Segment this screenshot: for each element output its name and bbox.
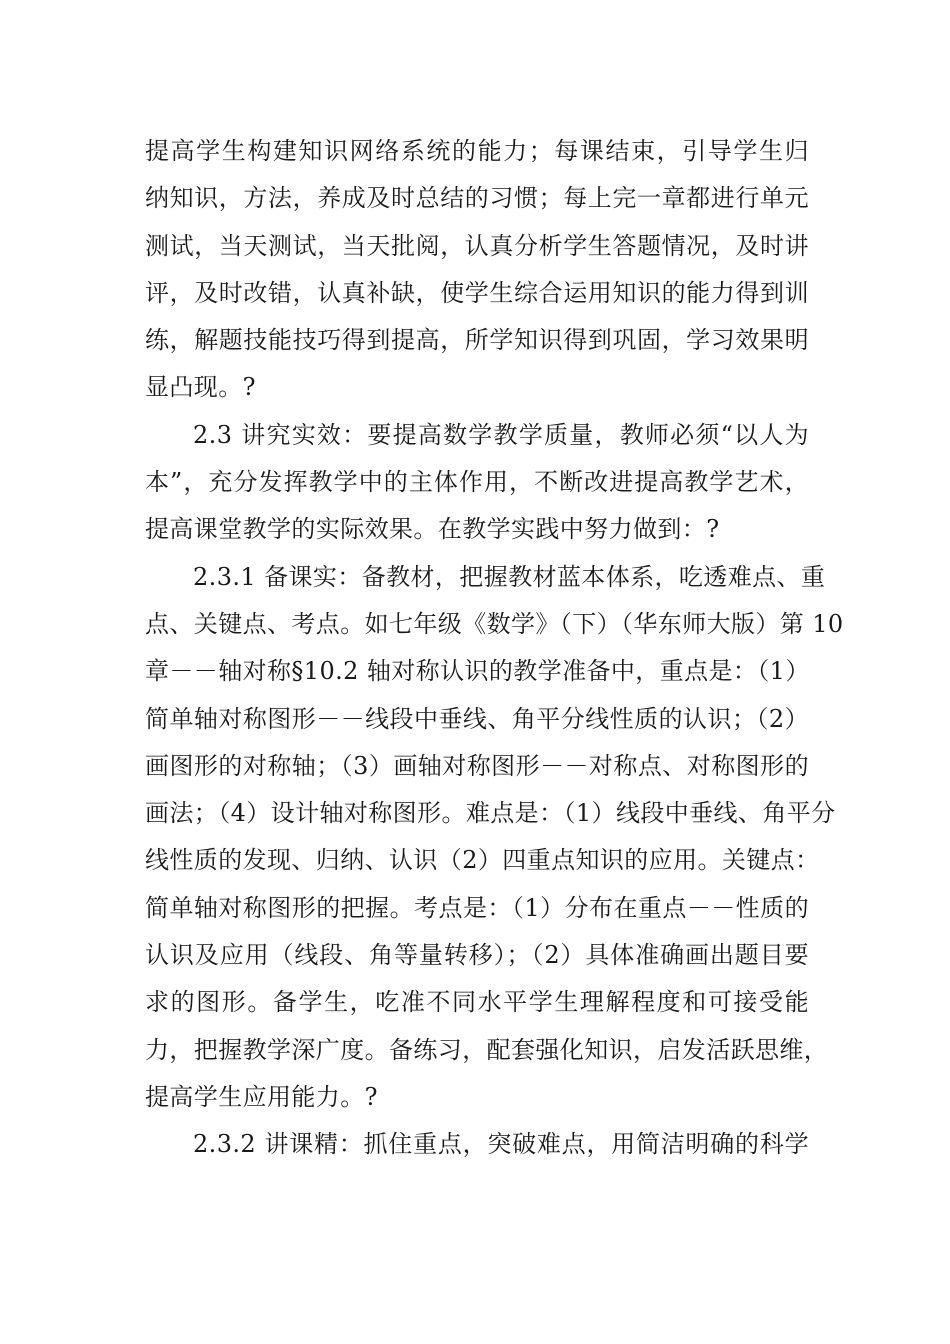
- text-line: 提高课堂教学的实际效果。在教学实践中努力做到：?: [145, 515, 720, 544]
- text-line: 测试，当天测试，当天批阅，认真分析学生答题情况，及时讲: [145, 231, 809, 260]
- text-line: 提高学生应用能力。?: [145, 1082, 378, 1111]
- text-line: 本”，充分发挥教学中的主体作用，不断改进提高教学艺术，: [145, 468, 809, 497]
- section-heading-line: 2.3.2 讲课精：抓住重点，突破难点，用简洁明确的科学: [193, 1130, 809, 1159]
- text-line: 画法；（4）设计轴对称图形。难点是：（1）线段中垂线、角平分: [145, 799, 836, 828]
- paragraph-section-2-3-1: [145, 554, 844, 1122]
- text-line: 简单轴对称图形的把握。考点是：（1）分布在重点－－性质的: [145, 893, 809, 922]
- text-line: 显凸现。?: [145, 373, 256, 402]
- text-line: 力，把握教学深广度。备练习，配套强化知识，启发活跃思维，: [145, 1035, 829, 1064]
- paragraph-learning-habits: [145, 128, 809, 412]
- text-line: 评，及时改错，认真补缺，使学生综合运用知识的能力得到训: [145, 278, 809, 307]
- section-heading-line: 2.3 讲究实效：要提高数学教学质量，教师必须“以人为: [193, 420, 809, 449]
- text-line: 线性质的发现、归纳、认识（2）四重点知识的应用。关键点：: [145, 846, 820, 875]
- text-line: 认识及应用（线段、角等量转移）；（2）具体准确画出题目要: [145, 941, 809, 970]
- text-line: 纳知识，方法，养成及时总结的习惯；每上完一章都进行单元: [145, 184, 809, 213]
- text-line: 提高学生构建知识网络系统的能力；每课结束，引导学生归: [145, 137, 809, 165]
- paragraph-section-2-3: [145, 412, 809, 554]
- text-line: 求的图形。备学生，吃准不同水平学生理解程度和可接受能: [145, 988, 809, 1017]
- text-line: 简单轴对称图形－－线段中垂线、角平分线性质的认识；（2）: [145, 704, 809, 733]
- paragraph-section-2-3-2: [145, 1121, 809, 1168]
- text-line: 画图形的对称轴；（3）画轴对称图形－－对称点、对称图形的: [145, 751, 809, 780]
- document-body: [145, 128, 844, 1169]
- text-line: 练，解题技能技巧得到提高，所学知识得到巩固，学习效果明: [145, 326, 809, 355]
- text-line: 章－－轴对称§10.2 轴对称认识的教学准备中，重点是：（1）: [145, 657, 810, 686]
- text-line: 点、关键点、考点。如七年级《数学》（下）（华东师大版）第 10: [145, 609, 844, 638]
- section-heading-line: 2.3.1 备课实：备教材，把握教材蓝本体系，吃透难点、重: [193, 562, 826, 591]
